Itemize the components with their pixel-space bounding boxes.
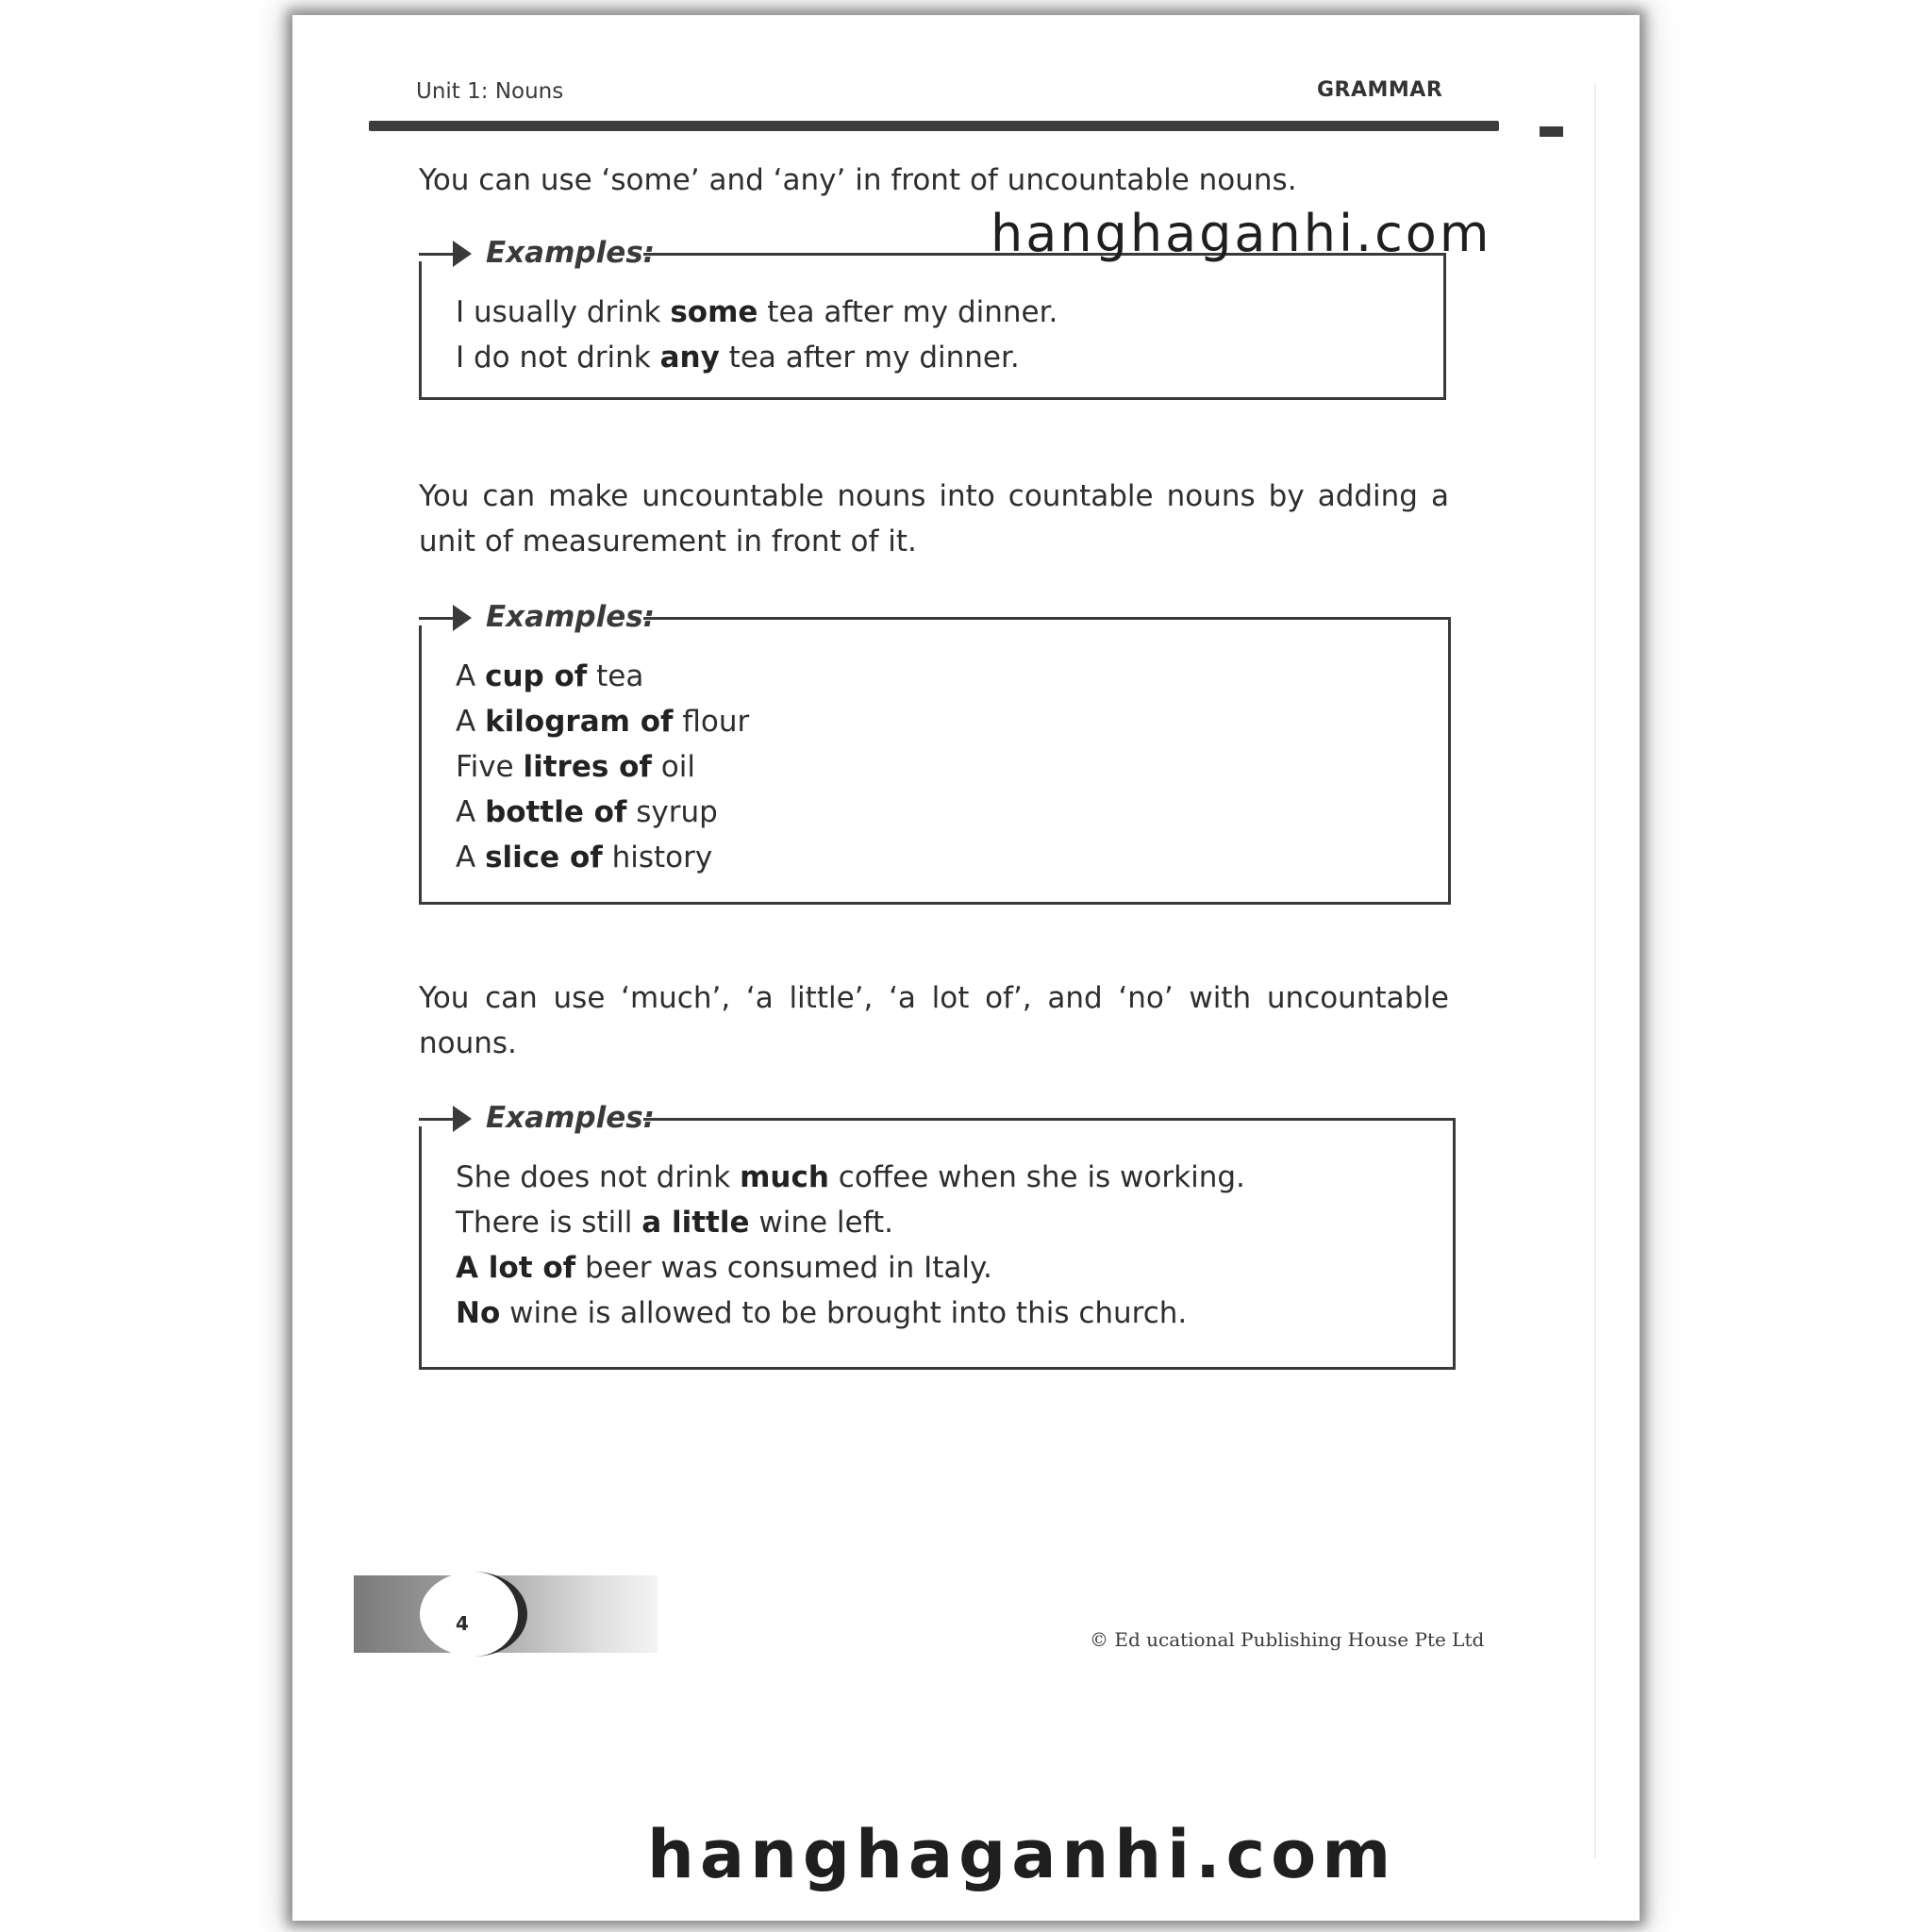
example-line: Five litres of oil [456,750,695,784]
watermark-top: hanghaganhi.com [991,204,1492,263]
example-line: A kilogram of flour [456,705,750,739]
example-line: I usually drink some tea after my dinner. [456,295,1058,329]
page-number: 4 [456,1612,469,1635]
example-line: No wine is allowed to be brought into this church. [456,1296,1188,1330]
examples-hook-line [419,253,455,256]
examples-hook-line [419,617,455,620]
examples-label: Examples: [486,236,656,270]
example-line: A bottle of syrup [456,795,718,829]
paragraph-much-little: You can use ‘much’, ‘a little’, ‘a lot of’, and ‘no’ with uncountable nouns. [419,981,1449,1060]
examples-list [456,290,1424,380]
examples-list [456,654,1429,880]
paragraph-unit-of-measurement: You can make uncountable nouns into countable nouns by adding a unit of measurement in front of it. [419,479,1449,558]
unit-title: Unit 1: Nouns [416,79,564,104]
examples-box-measurement [419,600,1451,905]
watermark-bottom: hanghaganhi.com [647,1816,1397,1893]
examples-label: Examples: [486,600,656,634]
paragraph-some-any: You can use ‘some’ and ‘any’ in front of uncountable nouns. [419,163,1297,197]
example-line: A slice of history [456,841,713,874]
side-tab-marker [1540,126,1563,137]
examples-label: Examples: [486,1101,656,1135]
arrow-right-icon [453,605,472,631]
page-number-badge [420,1572,527,1657]
examples-hook-line [419,1118,455,1121]
header-rule [369,121,1499,131]
example-line: There is still a little wine left. [456,1206,893,1240]
example-line: A lot of beer was consumed in Italy. [456,1251,992,1285]
arrow-right-icon [453,1106,472,1132]
examples-box-much-little [419,1101,1456,1370]
copyright-notice: © Ed ucational Publishing House Pte Ltd [1090,1628,1485,1651]
page-edge-line [1594,85,1596,1858]
section-label: GRAMMAR [1317,78,1443,102]
example-line: I do not drink any tea after my dinner. [456,341,1020,375]
examples-list [456,1155,1434,1336]
arrow-right-icon [453,241,472,267]
example-line: A cup of tea [456,659,644,693]
examples-box-some-any [419,236,1446,400]
example-line: She does not drink much coffee when she is working. [456,1160,1245,1194]
